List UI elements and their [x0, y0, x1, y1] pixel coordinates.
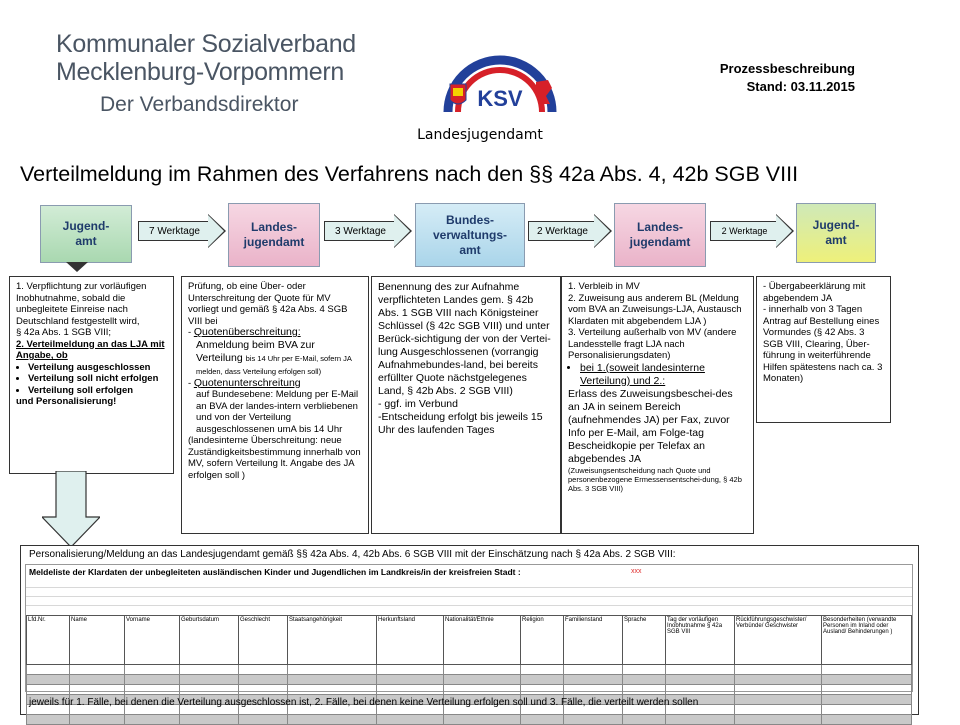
box4-text-3: 3. Verteilung außerhalb von MV (andere Landesstelle fragt LJA nach Personalisierungsdaten): [568, 327, 737, 361]
logo-text: KSV: [477, 86, 523, 111]
column-header: Tag der vorläufigen Inobhutnahme § 42a SGB VIII: [666, 616, 735, 665]
arrow-label: 7 Werktage: [138, 221, 210, 241]
arrow-7-werktage: [138, 214, 226, 248]
column-header: Vorname: [125, 616, 180, 665]
box1-text-1: 1. Verpflichtung zur vorläufigen Inobhutnahme, sobald die unbegleitete Einreise nach Deutschland festgestellt wird,: [16, 281, 147, 327]
arrow-head-fill: [394, 215, 410, 247]
stage-label: Landes- jugendamt: [243, 220, 305, 249]
box4-bullet: • bei 1.(soweit landesinterne Verteilung) und 2.:: [580, 362, 747, 388]
box4-text-1: 1. Verbleib in MV: [568, 281, 640, 292]
arrow-2-werktage: [528, 214, 612, 248]
column-header: Rückführungsgeschwister/ Verbünde/ Geschwister: [735, 616, 822, 665]
table-row: [27, 675, 912, 685]
document-meta: [640, 60, 855, 96]
column-header: Religion: [521, 616, 564, 665]
arrow-label: 3 Werktage: [324, 221, 396, 241]
stage-jugendamt-2: [796, 203, 876, 263]
arrow-head-fill: [208, 215, 224, 247]
column-header: Familienstand: [564, 616, 623, 665]
personalisation-footer: jeweils für 1. Fälle, bei denen die Verteilung ausgeschlossen ist, 2. Fälle, bei denen keine Verteilung erfolgen soll und 3. Fälle, die verteilt werden sollen: [29, 697, 699, 708]
box2-text-1: Prüfung, ob eine Über- oder Unterschreitung der Quote für MV vorliegt und gemäß § 42a Abs. 4 SGB VIII bei: [188, 281, 348, 327]
box2-text-3: auf Bundesebene: Meldung per E-Mail an BVA der landes-intern verbliebenen und von der Verteilung ausgeschlossenen umA bis 14 Uhr: [196, 389, 359, 435]
table-row: [27, 665, 912, 675]
box2-text-4: (landesinterne Überschreitung: neue Zuständigkeitsbestimmung innerhalb von MV, sofern Verteilung lt. Angabe des JA erfolgen soll ): [188, 435, 361, 481]
box2-heading-1: Quotenüberschreitung:: [193, 326, 301, 338]
box3-text-1: Benennung des zur Aufnahme verpflichteten Landes gem. § 42b Abs. 1 SGB VIII nach Königsteiner Schlüssel (§ 42c SGB VIII) und unter Berück-sichtigung der von der Vertei-lung Ausgeschlossenen (vorrangig Aufnahmebundes-land, bei bereits erfüllter Quote nächstgelegenes Land, § 42b Abs. 2 SGB VIII): [378, 281, 551, 397]
box-jugendamt-step: [9, 276, 174, 474]
stage-bundesverwaltungsamt: [415, 203, 525, 267]
ksv-logo: [440, 30, 560, 125]
personalisation-section: [20, 545, 919, 715]
box-bva-step: [371, 276, 561, 534]
meldeliste-placeholder: xxx: [631, 568, 642, 575]
box1-text-3: 2. Verteilmeldung an das LJA mit Angabe, ob: [16, 338, 165, 361]
column-header: Name: [70, 616, 125, 665]
stage-pointer-icon: [66, 262, 88, 272]
column-header: Geburtsdatum: [180, 616, 239, 665]
box1-bullet: • Verteilung soll erfolgen: [28, 385, 167, 397]
stage-landesjugendamt-1: [228, 203, 320, 267]
sheet-blank-rows: [26, 579, 912, 613]
meldeliste-title: Meldeliste der Klardaten der unbegleiteten ausländischen Kinder und Jugendlichen im Landkreis/in der kreisfreien Stadt :: [29, 567, 521, 577]
column-header: Nationalität/Ethnie: [444, 616, 521, 665]
box4-text-2: 2. Zuweisung aus anderem BL (Meldung vom BVA an Zuweisungs-LJA, Austausch Klardaten mit abgebendem LJA ): [568, 292, 742, 327]
column-header: Herkunftsland: [377, 616, 444, 665]
page-title: Verteilmeldung im Rahmen des Verfahrens nach den §§ 42a Abs. 4, 42b SGB VIII: [20, 162, 799, 186]
arrow-label: 2 Werktage: [528, 221, 596, 241]
box1-bullet: • Verteilung ausgeschlossen: [28, 362, 167, 374]
column-header: Lfd.Nr.: [27, 616, 70, 665]
document-type: Prozessbeschreibung: [719, 61, 855, 76]
box2-text-2: Anmeldung beim BVA zur Verteilung: [196, 338, 315, 364]
box2-text-2-small: bis 14 Uhr per E-Mail, sofern JA melden, dass Verteilung erfolgen soll): [196, 353, 352, 376]
arrow-3-werktage: [324, 214, 412, 248]
box5-text-2: - innerhalb von 3 Tagen Antrag auf Bestellung eines Vormundes (§ 42 Abs. 3 SGB VIII, Clearing, Über-führung in weiterführende Hilfen spätestens nach ca. 3 Monaten): [763, 304, 883, 384]
org-line-1: Kommunaler Sozialverband: [56, 30, 356, 58]
arrow-head-fill: [594, 215, 610, 247]
column-header: Geschlecht: [239, 616, 288, 665]
document-date: Stand: 03.11.2015: [746, 79, 855, 94]
box1-text-tail: und Personalisierung!: [16, 396, 117, 407]
organization-name: [56, 30, 356, 118]
box-landesjugendamt-check: Prüfung, ob eine Über- oder Unterschreitung der Quote für MV vorliegt und gemäß § 42a Abs. 4 SGB VIII bei - Quotenüberschreitung: Anmeldung beim BVA zur Verteilung bis 14 Uhr per E-Mail, sofern JA melden, dass Verteilung erfolgen soll) - Quotenunterschreitung auf Bundesebene: Meldung per E-Mail an BVA der landes-intern verbliebenen und von der Verteilung ausgeschlossenen umA bis 14 Uhr (landesinterne Überschreitung: neue Zuständigkeitsbestimmung innerhalb von MV, sofern Verteilung lt. Angabe des JA erfolgen soll ): [181, 276, 369, 534]
column-header: Staatsangehörigkeit: [288, 616, 377, 665]
box5-text-1: - Übergabeerklärung mit abgebendem JA: [763, 281, 866, 304]
meldeliste-table: [26, 615, 912, 725]
box-landesjugendamt-assign: [561, 276, 754, 534]
box3-text-3: -Entscheidung erfolgt bis jeweils 15 Uhr des laufenden Tages: [378, 411, 543, 436]
arrow-label: 2 Werktage: [710, 221, 778, 241]
column-header: Sprache: [623, 616, 666, 665]
table-header-row: [27, 616, 912, 665]
box3-text-2: - ggf. im Verbund: [378, 398, 458, 410]
box4-text-5: (Zuweisungsentscheidung nach Quote und personenbezogene Ermessensentschei-dung, § 42b Abs. 3 SGB VIII): [568, 465, 742, 493]
coat-of-arms-icon: [450, 84, 466, 104]
org-line-2: Mecklenburg-Vorpommern: [56, 58, 344, 86]
personalisation-intro: Personalisierung/Meldung an das Landesjugendamt gemäß §§ 42a Abs. 4, 42b Abs. 6 SGB VIII mit der Einschätzung nach § 42a Abs. 2 SGB VIII:: [29, 549, 676, 560]
down-arrow-icon: [42, 471, 100, 547]
stage-label: Landes- jugendamt: [629, 220, 691, 249]
table-row: [27, 685, 912, 695]
box-jugendamt-final: [756, 276, 891, 423]
stage-jugendamt-1: [40, 205, 132, 263]
arrow-2-werktage-b: [710, 214, 794, 248]
stage-label: Bundes- verwaltungs- amt: [432, 212, 507, 257]
stage-landesjugendamt-2: [614, 203, 706, 267]
box2-heading-2: Quotenunterschreitung: [193, 376, 301, 389]
arrow-head-fill: [776, 215, 792, 247]
box1-bullet: • Verteilung soll nicht erfolgen: [28, 373, 167, 385]
department-subtitle: Landesjugendamt: [417, 127, 543, 143]
org-line-3: Der Verbandsdirektor: [100, 93, 299, 116]
meldeliste-sheet: [25, 564, 913, 692]
stage-label: Jugend- amt: [812, 218, 860, 247]
column-header: Besonderheiten (verwandte Personen im Inland oder Ausland/ Behinderungen ): [822, 616, 912, 665]
stage-label: Jugend- amt: [62, 219, 110, 248]
box4-text-4: Erlass des Zuweisungsbeschei-des an JA in seinem Bereich (aufnehmendes JA) per Fax, zuvor Info per E-Mail, am Folge-tag Bescheidkopie per Telefax an abgebendes JA: [568, 387, 733, 465]
box1-text-2: § 42a Abs. 1 SGB VIII;: [16, 327, 112, 338]
